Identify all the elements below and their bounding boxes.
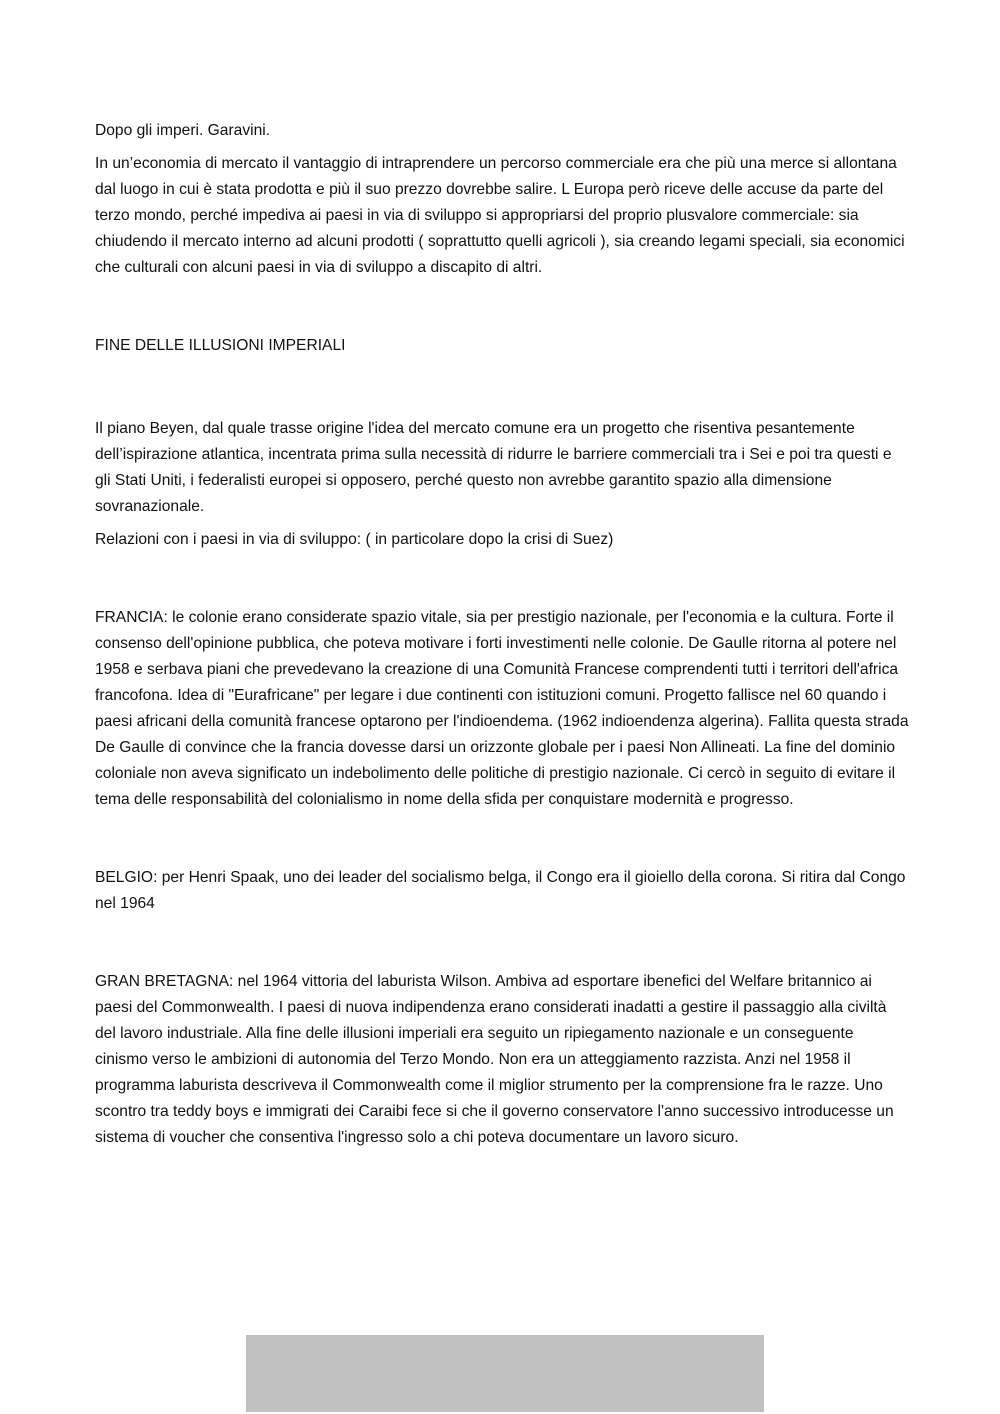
document-page <box>95 118 910 1158</box>
document-title: Dopo gli imperi. Garavini. <box>95 122 271 139</box>
gran-bretagna-paragraph: GRAN BRETAGNA: nel 1964 vittoria del laburista Wilson. Ambiva ad esportare ibenefici del Welfare britannico ai paesi del Commonwealth. I paesi di nuova indipendenza erano considerati inadatti a gestire il passaggio alla civiltà del lavoro industriale. Alla fine delle illusioni imperiali era seguito un ripiegamento nazionale e un conseguente cinismo verso le ambizioni di autonomia del Terzo Mondo. Non era un atteggiamento razzista. Anzi nel 1958 il programma laburista descriveva il Commonwealth come il miglior strumento per la comprensione fra le razze. Uno scontro tra teddy boys e immigrati dei Caraibi fece si che il governo conservatore l'anno successivo introducesse un sistema di voucher che consentiva l'ingresso solo a chi poteva documentare un lavoro sicuro. <box>95 973 894 1146</box>
intro-paragraph: In un’economia di mercato il vantaggio di intraprendere un percorso commerciale era che più una merce si allontana dal luogo in cui è stata prodotta e più il suo prezzo dovrebbe salire. L Europa però riceve delle accuse da parte del terzo mondo, perché impediva ai paesi in via di sviluppo si appropriarsi del proprio plusvalore commerciale: sia chiudendo il mercato interno ad alcuni prodotti ( soprattutto quelli agricoli ), sia creando legami speciali, sia economici che culturali con alcuni paesi in via di sviluppo a discapito di altri. <box>95 155 905 276</box>
footer-placeholder-box <box>246 1335 764 1412</box>
belgio-paragraph: BELGIO: per Henri Spaak, uno dei leader del socialismo belga, il Congo era il gioiello della corona. Si ritira dal Congo nel 1964 <box>95 869 906 912</box>
francia-paragraph: FRANCIA: le colonie erano considerate spazio vitale, sia per prestigio nazionale, per l'economia e la cultura. Forte il consenso dell'opinione pubblica, che poteva motivare i forti investimenti nelle colonie. De Gaulle ritorna al potere nel 1958 e serbava piani che prevedevano la creazione di una Comunità Francese comprendenti tutti i territori dell'africa francofona. Idea di "Eurafricane" per legare i due continenti con istituzioni comuni. Progetto fallisce nel 60 quando i paesi africani della comunità francese optarono per l'indioendema. (1962 indioendenza algerina). Fallita questa strada De Gaulle di convince che la francia dovesse darsi un orizzonte globale per i paesi Non Allineati. La fine del dominio coloniale non aveva significato un indebolimento delle politiche di prestigio nazionale. Ci cercò in seguito di evitare il tema delle responsabilità del colonialismo in nome della sfida per conquistare modernità e progresso. <box>95 609 909 808</box>
beyen-paragraph: Il piano Beyen, dal quale trasse origine l'idea del mercato comune era un progetto che risentiva pesantemente dell’ispirazione atlantica, incentrata prima sulla necessità di ridurre le barriere commerciali tra i Sei e poi tra questi e gli Stati Uniti, i federalisti europei si opposero, perché questo non avrebbe garantito spazio alla dimensione sovranazionale. <box>95 420 892 515</box>
relations-paragraph: Relazioni con i paesi in via di sviluppo: ( in particolare dopo la crisi di Suez) <box>95 531 614 548</box>
section-heading: FINE DELLE ILLUSIONI IMPERIALI <box>95 337 346 354</box>
